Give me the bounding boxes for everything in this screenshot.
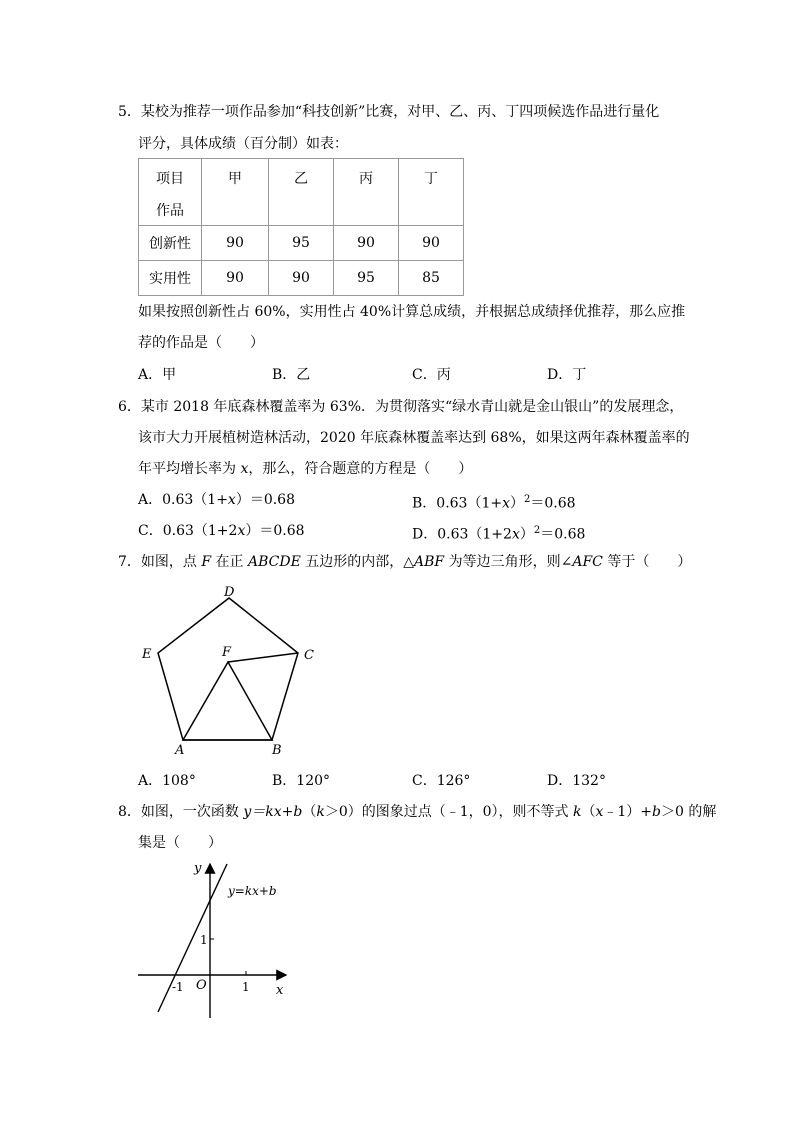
table-cell: 85 — [399, 261, 464, 296]
score-table — [138, 158, 464, 296]
y-tick-label: 1 — [200, 933, 208, 947]
table-row — [139, 226, 464, 261]
header-project-label: 项目 — [156, 171, 184, 187]
y-axis-label: y — [194, 861, 202, 876]
table-cell: 90 — [399, 226, 464, 261]
linear-function-graph — [134, 858, 294, 1022]
q8-line1: 8．如图，一次函数 y＝kx+b（k＞0）的图象过点（﹣1，0），则不等式 k（x﹣1）+b＞0 的解 — [118, 804, 717, 820]
q5-option-b: B．乙 — [272, 367, 311, 383]
table-cell: 90 — [202, 261, 269, 296]
q7-option-a: A．108° — [138, 773, 196, 789]
q6-option-c: C．0.63（1+2x）＝0.68 — [138, 523, 305, 539]
table-cell: 95 — [269, 226, 334, 261]
vertex-label-e: E — [142, 647, 152, 662]
q7-option-c: C．126° — [412, 773, 471, 789]
equilateral-triangle — [183, 662, 272, 740]
vertex-label-c: C — [304, 648, 314, 663]
col-header-jia: 甲 — [202, 159, 269, 226]
q5-option-a: A．甲 — [138, 367, 177, 383]
row-label-innovation: 创新性 — [139, 226, 202, 261]
q5-line2: 评分，具体成绩（百分制）如表： — [138, 136, 348, 152]
q5-line3: 如果按照创新性占 60%，实用性占 40%计算总成绩，并根据总成绩择优推荐，那么应推 — [138, 304, 686, 320]
table-cell: 90 — [202, 226, 269, 261]
q6-option-b: B．$0.63(1+x)^2=0.68$ — [412, 494, 576, 512]
neg-tick-label: -1 — [172, 980, 184, 994]
q8-line2: 集是（ ） — [138, 835, 222, 851]
q6-line1: 6．某市 2018 年底森林覆盖率为 63%．为贯彻落实“绿水青山就是金山银山”的发展理念， — [118, 399, 684, 415]
q5-option-c: C．丙 — [412, 367, 451, 383]
vertex-label-a: A — [175, 743, 185, 758]
q6-line2: 该市大力开展植树造林活动，2020 年底森林覆盖率达到 68%，如果这两年森林覆盖率的 — [138, 430, 690, 446]
q6-option-a: A．0.63（1+x）＝0.68 — [138, 492, 295, 508]
pentagon-shape — [158, 598, 298, 740]
table-cell: 90 — [334, 226, 399, 261]
vertex-label-d: D — [224, 585, 235, 600]
table-row — [139, 261, 464, 296]
q5-option-d: D．丁 — [547, 367, 587, 383]
line-equation-label: y=kx+b — [228, 884, 277, 898]
header-work-label: 作品 — [156, 203, 184, 219]
x-axis-label: x — [276, 983, 284, 998]
q7-option-b: B．120° — [272, 773, 331, 789]
q7-stem: 7．如图，点 F 在正 ABCDE 五边形的内部，△ABF 为等边三角形，则∠AFC 等于（ ） — [118, 554, 692, 570]
function-line — [158, 864, 227, 1012]
col-header-yi: 乙 — [269, 159, 334, 226]
q7-option-d: D．132° — [547, 773, 606, 789]
q5-line1: 5．某校为推荐一项作品参加“科技创新”比赛，对甲、乙、丙、丁四项候选作品进行量化 — [118, 104, 660, 120]
table-corner-cell — [139, 159, 202, 226]
q5-line4: 荐的作品是（ ） — [138, 335, 264, 351]
segment-fc — [228, 653, 298, 662]
q6-option-d: D．$0.63(1+2x)^2=0.68$ — [412, 525, 586, 543]
pentagon-figure — [138, 580, 318, 758]
origin-label: O — [196, 978, 207, 993]
table-cell: 90 — [269, 261, 334, 296]
x-tick-label: 1 — [242, 980, 250, 994]
row-label-practicality: 实用性 — [139, 261, 202, 296]
vertex-label-b: B — [272, 743, 282, 758]
table-header-row — [139, 159, 464, 226]
table-cell: 95 — [334, 261, 399, 296]
point-label-f: F — [222, 645, 232, 660]
q6-line3: 年平均增长率为 x，那么，符合题意的方程是（ ） — [138, 461, 473, 477]
col-header-bing: 丙 — [334, 159, 399, 226]
col-header-ding: 丁 — [399, 159, 464, 226]
